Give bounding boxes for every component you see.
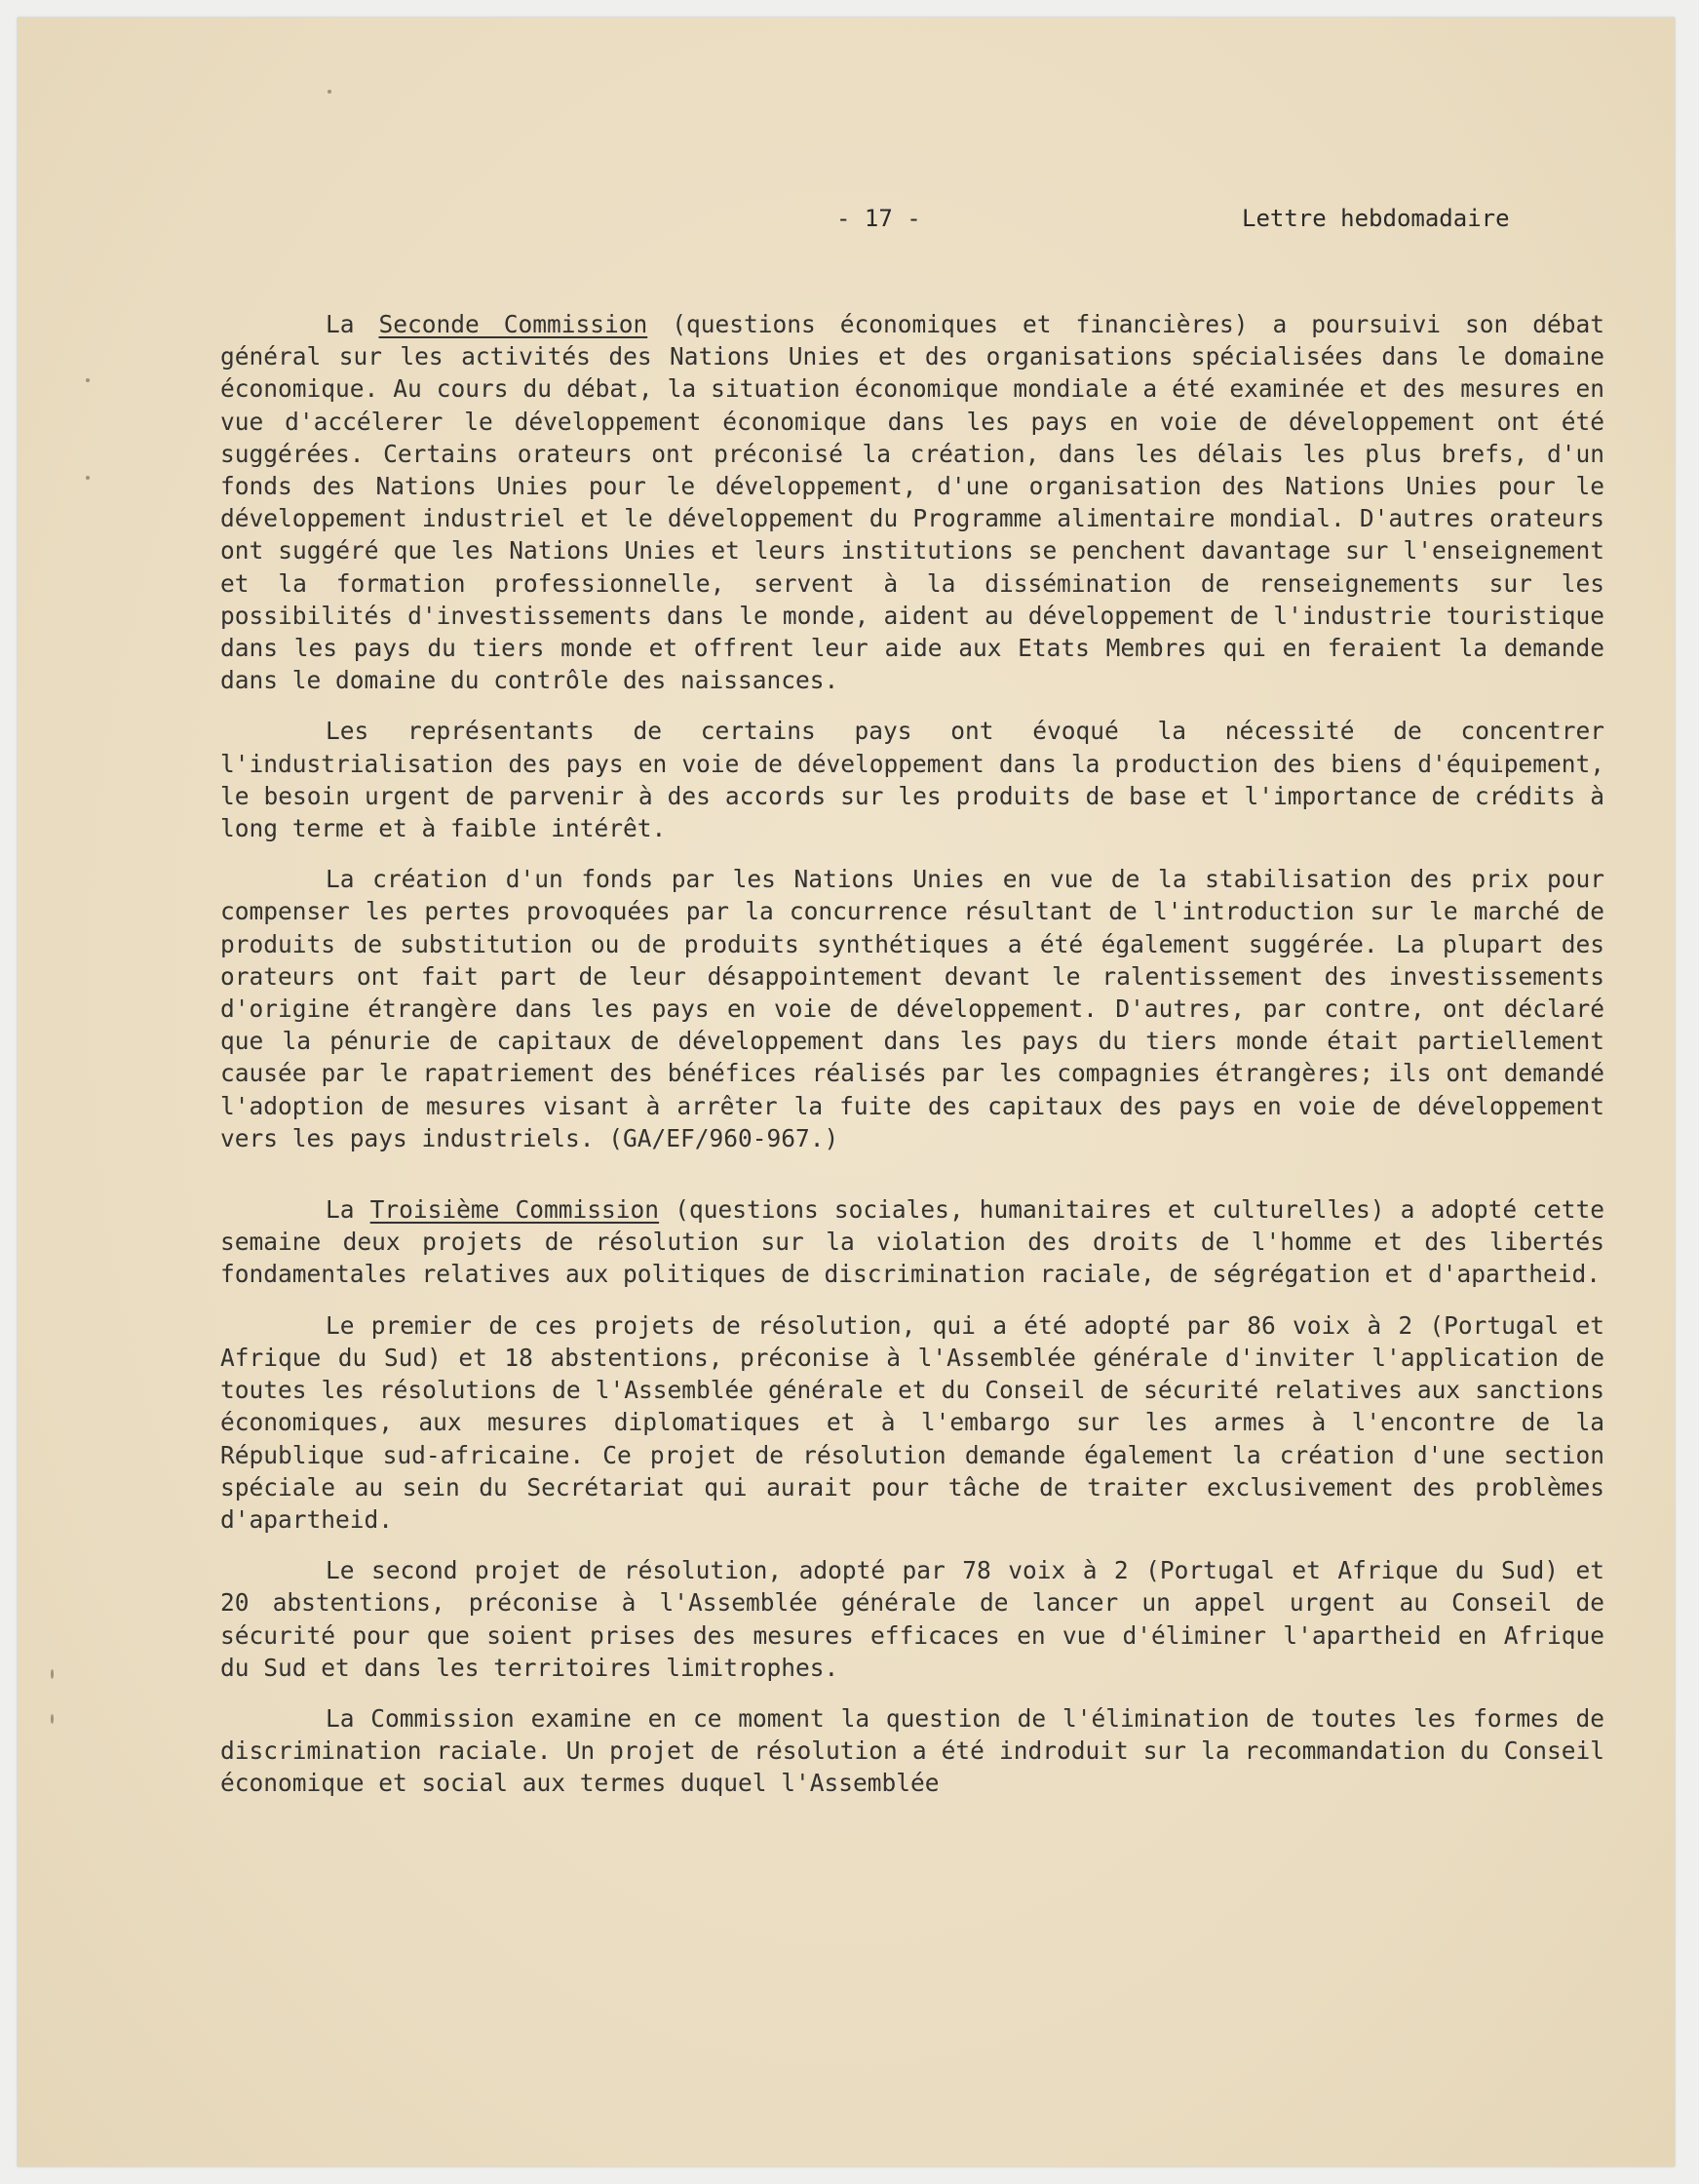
paragraph-racial-discrimination: La Commission examine en ce moment la question de l'élimination de toutes les formes de discrimination raciale. Un projet de résolution a été indroduit sur la recommandation du Conseil économique et social aux termes duquel l'Assemblée	[220, 1703, 1604, 1798]
paragraph-text: (questions économiques et financières) a poursuivi son débat général sur les activités des Nations Unies et des organisations spécialisées dans le domaine économique. Au cours du débat, la situation économique mondiale a été examinée et des mesures en vue d'accélerer le développement économique dans les pays en voie de développement ont été suggérées. Certains orateurs ont préconisé la création, dans les délais les plus brefs, d'un fonds des Nations Unies pour le développement, d'une organisation des Nations Unies pour le développement industriel et le développement du Programme alimentaire mondial. D'autres orateurs ont suggéré que les Nations Unies et leurs institutions se penchent davantage sur l'enseignement et la formation professionnelle, servent à la dissémination de renseignements sur les possibilités d'investissements dans le monde, aident au développement de l'industrie touristique dans les pays du tiers monde et offrent leur aide aux Etats Membres qui en feraient la demande dans le domaine du contrôle des naissances.	[220, 310, 1604, 695]
paragraph-text: La	[326, 310, 379, 338]
paper-speck	[328, 90, 331, 94]
paragraph-text: (questions sociales, humanitaires et culturelles) a adopté cette semaine deux projets de résolution sur la violation des droits de l'homme et des libertés fondamentales relatives aux politiques de discrimination raciale, de ségrégation et d'apartheid.	[220, 1195, 1604, 1289]
running-title: Lettre hebdomadaire	[1242, 205, 1510, 232]
document-page	[18, 18, 1675, 2166]
paragraph-industrialisation: Les représentants de certains pays ont évoqué la nécessité de concentrer l'industrialisation des pays en voie de développement dans la production des biens d'équipement, le besoin urgent de parvenir à des accords sur les produits de base et l'importance de crédits à long terme et à faible intérêt.	[220, 717, 1604, 843]
section-heading-second-commission: Seconde Commission	[378, 310, 648, 338]
paragraph-text: La	[326, 1195, 370, 1225]
document-body	[220, 308, 1604, 1818]
paper-speck	[86, 476, 90, 480]
paper-speck	[86, 378, 90, 382]
paper-speck	[51, 1714, 54, 1724]
paragraph-second-resolution: Le second projet de résolution, adopté par 78 voix à 2 (Portugal et Afrique du Sud) et 20 abstentions, préconise à l'Assemblée générale de lancer un appel urgent au Conseil de sécurité pour que soient prises des mesures efficaces en vue d'éliminer l'apartheid en Afrique du Sud et dans les territoires limitrophes.	[220, 1556, 1604, 1682]
paragraph-second-commission	[220, 308, 1604, 696]
page-number: - 17 -	[836, 205, 921, 232]
paragraph-first-resolution: Le premier de ces projets de résolution, qui a été adopté par 86 voix à 2 (Portugal et Afrique du Sud) et 18 abstentions, préconise à l'Assemblée générale d'inviter l'application de toutes les résolutions de l'Assemblée générale et du Conseil de sécurité relatives aux sanctions économiques, aux mesures diplomatiques et à l'embargo sur les armes à l'encontre de la République sud-africaine. Ce projet de résolution demande également la création d'une section spéciale au sein du Secrétariat qui aurait pour tâche de traiter exclusivement des problèmes d'apartheid.	[220, 1310, 1604, 1534]
paragraph-third-commission	[220, 1193, 1604, 1291]
paper-speck	[51, 1669, 54, 1679]
paragraph-stabilisation-fund: La création d'un fonds par les Nations Unies en vue de la stabilisation des prix pour compenser les pertes provoquées par la concurrence résultant de l'introduction sur le marché de produits de substitution ou de produits synthétiques a été également suggérée. La plupart des orateurs ont fait part de leur désappointement devant le ralentissement des investissements d'origine étrangère dans les pays en voie de développement. D'autres, par contre, ont déclaré que la pénurie de capitaux de développement dans les pays du tiers monde était partiellement causée par le rapatriement des bénéfices réalisés par les compagnies étrangères; ils ont demandé l'adoption de mesures visant à arrêter la fuite des capitaux des pays en voie de développement vers les pays industriels. (GA/EF/960-967.)	[220, 865, 1604, 1152]
section-heading-third-commission: Troisième Commission	[369, 1195, 660, 1225]
page-header	[18, 205, 1675, 244]
